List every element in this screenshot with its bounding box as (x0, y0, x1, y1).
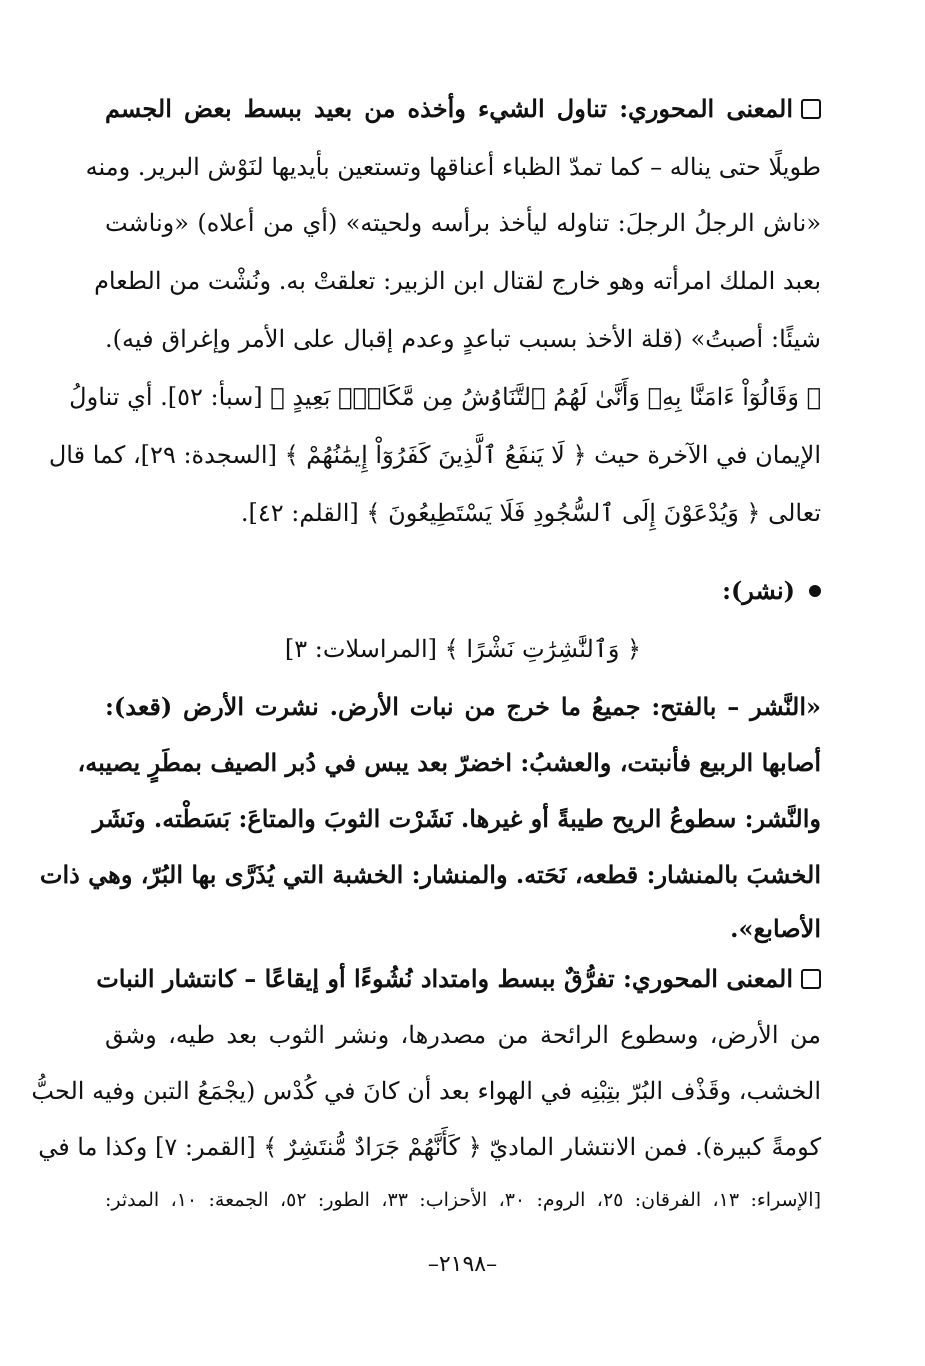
square-bullet-icon (801, 969, 821, 989)
page-number: –٢١٩٨– (427, 1252, 498, 1277)
text-line-11: «النَّشر – بالفتح: جميعُ ما خرج من نبات الأرض. نشرت الأرض (قعد): (105, 692, 821, 721)
section-heading: (نشر): (105, 574, 821, 608)
text-line-4: بعبد الملك امرأته وهو خارج لقتال ابن الزبير: تعلقتْ به. ونُشْت من الطعام (94, 267, 821, 295)
text-line-19: كومةً كبيرة). فمن الانتشار الماديّ ﴿ كَأَنَّهُمْ جَرَادٌ مُّنتَشِرٌ ﴾ [القمر: ٧] وكذا ما في (38, 1133, 821, 1161)
text-line-17: من الأرض، وسطوع الرائحة من مصدرها، ونشر الثوب بعد طيه، وشق (105, 1021, 821, 1049)
quran-verse-centered: ﴿ وَٱلنَّٰشِرَٰتِ نَشْرًا ﴾ [المراسلات: ٣] (284, 635, 642, 663)
reference-line-20: [الإسراء: ١٣، الفرقان: ٢٥، الروم: ٣٠، الأحزاب: ٣٣، الطور: ٥٢، الجمعة: ١٠، المدثر: (105, 1189, 822, 1211)
text-line-12: أصابها الربيع فأنبتت، والعشبُ: اخضرّ بعد يبس في دُبر الصيف بمطَرٍ يصيبه، (77, 748, 821, 777)
text-line-7: الإيمان في الآخرة حيث ﴿ لَا يَنفَعُ ٱلَّذِينَ كَفَرُوٓاْ إِيمَٰنُهُمْ ﴾ [السجدة: ٢٩]، كما قال (48, 441, 821, 469)
text-line-15: الأصابع». (730, 914, 821, 943)
text-line-14: الخشبَ بالمنشار: قطعه، نَحَته. والمنشار: الخشبة التي يُذَرَّى بها البُرّ، وهي ذات (39, 860, 821, 889)
text-line-18: الخشب، وقَذْف البُرّ بتِبْنِه في الهواء بعد أن كانَ في كُدْس (يجْمَعُ التبن وفيه الحبُّ (31, 1077, 821, 1105)
text-line-13: والنَّشر: سطوعُ الريح طيبةً أو غيرها. نَشَرْت الثوبَ والمتاعَ: بَسَطْته. ونَشَر (92, 804, 821, 833)
quran-verse-line-6: ﴿ وَقَالُوٓاْ ءَامَنَّا بِهِۦ وَأَنَّىٰ لَهُمُ ٱلتَّنَاوُشُ مِن مَّكَانٍۭ بَعِيدٍ ﴾ [سبأ: ٥٢]. أي تناولُ (69, 383, 821, 411)
text-line-3: «ناش الرجلُ الرجلَ: تناوله ليأخذ برأسه ولحيته» (أي من أعلاه) «وناشت (105, 209, 821, 237)
text-line-2: طويلًا حتى يناله – كما تمدّ الظباء أعناقها وتستعين بأيديها لنَوْش البرير. ومنه (85, 153, 821, 181)
text-line-5: شيئًا: أصبتُ» (قلة الأخذ بسبب تباعدٍ وعدم إقبال على الأمر وإغراق فيه). (105, 325, 821, 353)
text-line-8: تعالى ﴿ وَيُدْعَوْنَ إِلَى ٱلسُّجُودِ فَلَا يَسْتَطِيعُونَ ﴾ [القلم: ٤٢]. (240, 499, 821, 527)
text-line-16: المعنى المحوري: تفرُّقٌ ببسط وامتداد نُشُوءًا أو إيقاعًا – كانتشار النبات (105, 962, 821, 996)
round-bullet-icon (809, 585, 821, 597)
text-line-1: المعنى المحوري: تناول الشيء وأخذه من بعيد ببسط بعض الجسم (105, 92, 821, 126)
square-bullet-icon (801, 99, 821, 119)
